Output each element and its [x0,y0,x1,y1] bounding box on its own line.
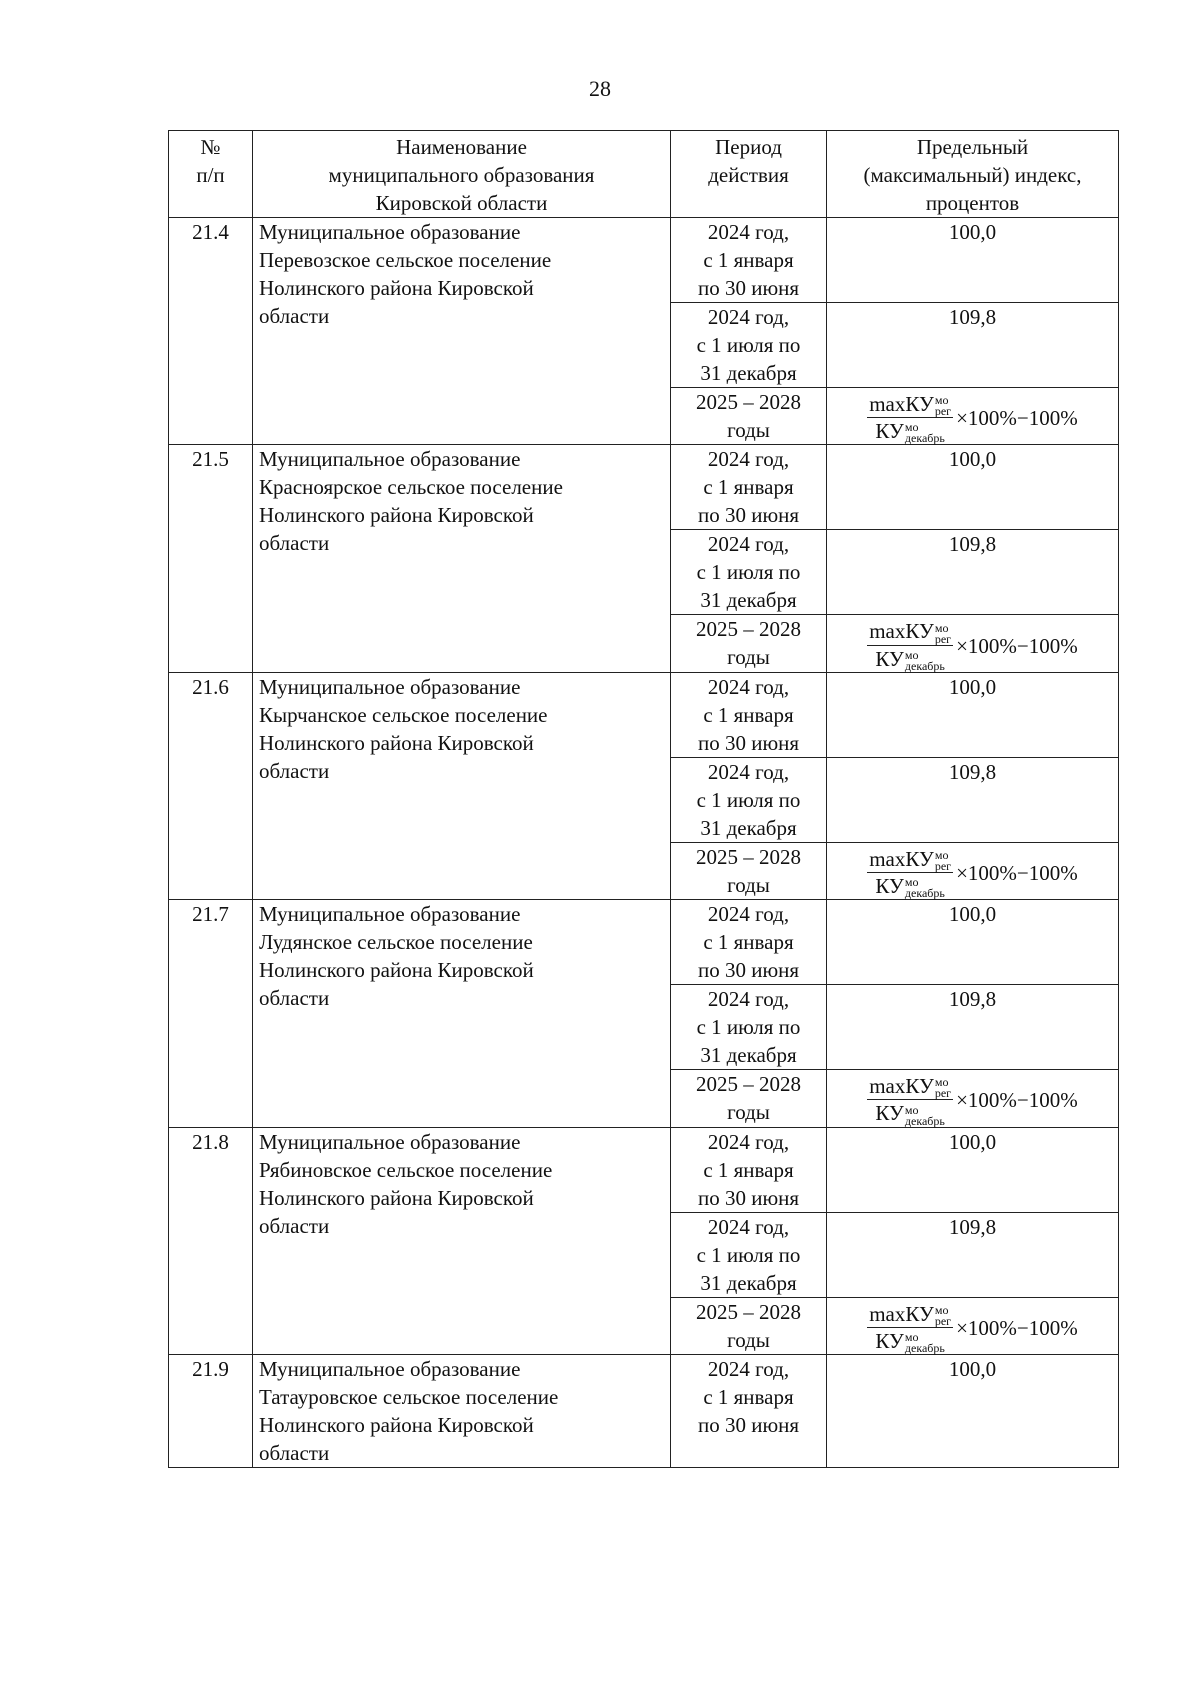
index-formula [833,388,1112,444]
formula-denominator: КУ мо декабрь [875,646,945,673]
table-row [169,1354,1119,1467]
index-formula [833,1298,1112,1354]
municipality-name: Муниципальное образование Татауровское сельское поселение Нолинского района Кировской области [253,1354,671,1467]
period-cell: 2024 год, с 1 июля по 31 декабря [671,303,827,388]
header-name: Наименование муниципального образования Кировской области [253,131,671,218]
row-number: 21.5 [169,445,253,672]
period-cell: 2024 год, с 1 января по 30 июня [671,1127,827,1212]
index-value: 109,8 [827,757,1119,842]
header-period: Период действия [671,131,827,218]
row-number: 21.6 [169,672,253,899]
municipality-name: Муниципальное образование Лудянское сельское поселение Нолинского района Кировской области [253,900,671,1127]
table-row [169,900,1119,985]
index-value: 100,0 [827,900,1119,985]
period-cell: 2024 год, с 1 июля по 31 декабря [671,1212,827,1297]
municipality-name: Муниципальное образование Перевозское сельское поселение Нолинского района Кировской области [253,218,671,445]
period-cell: 2025 – 2028 годы [671,1297,827,1354]
index-value: 109,8 [827,303,1119,388]
formula-numerator: maxКУ мо рег [869,1301,952,1328]
formula-tail: ×100%−100% [956,633,1078,658]
period-cell: 2024 год, с 1 июля по 31 декабря [671,985,827,1070]
formula-numerator: maxКУ мо рег [869,392,952,419]
formula-numerator: maxКУ мо рег [869,846,952,873]
formula-denominator: КУ мо декабрь [875,873,945,901]
header-number: № п/п [169,131,253,218]
formula-fraction [867,392,953,444]
index-value: 109,8 [827,530,1119,615]
municipality-name: Муниципальное образование Красноярское сельское поселение Нолинского района Кировской области [253,445,671,672]
formula-tail: ×100%−100% [956,1315,1078,1340]
period-cell: 2024 год, с 1 января по 30 июня [671,900,827,985]
index-formula-cell [827,1297,1119,1354]
formula-denominator: КУ мо декабрь [875,1101,945,1128]
index-value: 100,0 [827,1127,1119,1212]
row-number: 21.4 [169,218,253,445]
page-number: 28 [589,76,611,101]
table-header-row [169,131,1119,218]
row-number: 21.7 [169,900,253,1127]
row-number: 21.8 [169,1127,253,1354]
period-cell: 2024 год, с 1 января по 30 июня [671,672,827,757]
table-row [169,1127,1119,1212]
period-cell: 2024 год, с 1 июля по 31 декабря [671,530,827,615]
period-cell: 2024 год, с 1 января по 30 июня [671,1354,827,1467]
period-cell: 2025 – 2028 годы [671,1070,827,1127]
table-row [169,445,1119,530]
index-value: 100,0 [827,1354,1119,1467]
period-cell: 2024 год, с 1 июля по 31 декабря [671,757,827,842]
period-cell: 2025 – 2028 годы [671,615,827,672]
index-value: 100,0 [827,672,1119,757]
formula-fraction [867,619,953,671]
formula-fraction [867,1074,953,1126]
row-number: 21.9 [169,1354,253,1467]
index-value: 100,0 [827,445,1119,530]
index-formula [833,843,1112,899]
formula-denominator: КУ мо декабрь [875,1328,945,1355]
formula-tail: ×100%−100% [956,1088,1078,1113]
period-cell: 2025 – 2028 годы [671,842,827,899]
table-row [169,672,1119,757]
index-formula [833,615,1112,671]
municipality-name: Муниципальное образование Рябиновское сельское поселение Нолинского района Кировской области [253,1127,671,1354]
period-cell: 2024 год, с 1 января по 30 июня [671,218,827,303]
header-index: Предельный (максимальный) индекс, процентов [827,131,1119,218]
index-value: 109,8 [827,1212,1119,1297]
index-value: 100,0 [827,218,1119,303]
formula-fraction [867,1302,953,1354]
table-row [169,218,1119,303]
formula-numerator: maxКУ мо рег [869,619,952,646]
formula-fraction [867,847,953,899]
period-cell: 2025 – 2028 годы [671,388,827,445]
formula-tail: ×100%−100% [956,860,1078,885]
index-formula [833,1070,1112,1126]
formula-denominator: КУ мо декабрь [875,419,945,446]
municipality-name: Муниципальное образование Кырчанское сельское поселение Нолинского района Кировской области [253,672,671,899]
index-formula-cell [827,1070,1119,1127]
index-value: 109,8 [827,985,1119,1070]
index-formula-cell [827,842,1119,899]
formula-tail: ×100%−100% [956,406,1078,431]
tariff-index-table [168,130,1119,1468]
index-formula-cell [827,388,1119,445]
formula-numerator: maxКУ мо рег [869,1074,952,1101]
index-formula-cell [827,615,1119,672]
period-cell: 2024 год, с 1 января по 30 июня [671,445,827,530]
